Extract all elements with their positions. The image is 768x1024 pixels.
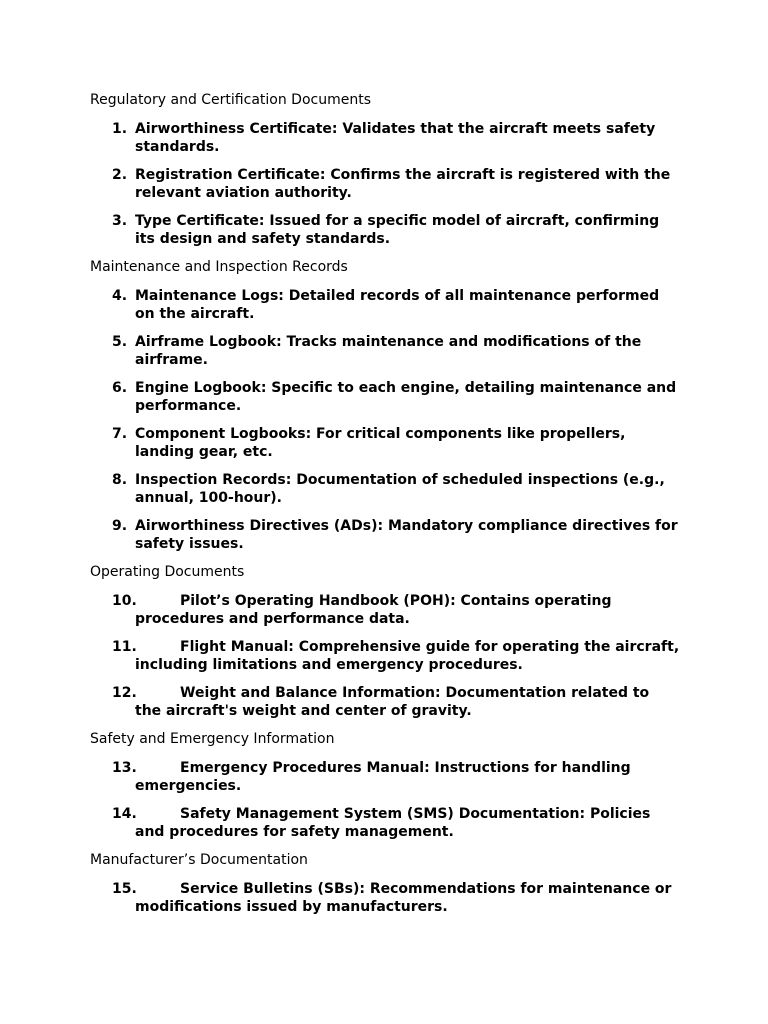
item-text: Flight Manual: Comprehensive guide for operating the aircraft, including limitations and emergency procedures. (135, 639, 680, 673)
item-text: Pilot’s Operating Handbook (POH): Contains operating procedures and performance data. (135, 593, 612, 627)
item-text: Emergency Procedures Manual: Instructions for handling emergencies. (135, 760, 631, 794)
section-heading: Manufacturer’s Documentation (90, 852, 308, 868)
section-safety (90, 730, 690, 841)
section-operating (90, 563, 690, 720)
list-item (90, 425, 680, 461)
item-text: Type Certificate: Issued for a specific model of aircraft, confirming its design and safety standards. (135, 213, 660, 247)
section-heading: Safety and Emergency Information (90, 731, 335, 747)
item-number: 5. (112, 334, 128, 350)
list-item (90, 638, 680, 674)
item-text: Engine Logbook: Specific to each engine, detailing maintenance and performance. (135, 380, 677, 414)
list-item (90, 333, 680, 369)
item-number: 15. (112, 881, 137, 897)
item-text: Registration Certificate: Confirms the aircraft is registered with the relevant aviation authority. (135, 167, 671, 201)
section-heading: Regulatory and Certification Documents (90, 92, 371, 108)
item-number: 6. (112, 380, 128, 396)
section-maintenance (90, 258, 690, 553)
list-item (90, 684, 680, 720)
section-heading: Maintenance and Inspection Records (90, 259, 348, 275)
list-item (90, 759, 680, 795)
list-item (90, 592, 680, 628)
item-text: Maintenance Logs: Detailed records of all maintenance performed on the aircraft. (135, 288, 660, 322)
list-item (90, 120, 680, 156)
item-number: 2. (112, 167, 128, 183)
item-number: 14. (112, 806, 137, 822)
item-text: Service Bulletins (SBs): Recommendations for maintenance or modifications issued by manufacturers. (135, 881, 672, 915)
list-item (90, 212, 680, 248)
list-item (90, 166, 680, 202)
item-number: 8. (112, 472, 128, 488)
section-manufacturer (90, 851, 690, 916)
item-text: Weight and Balance Information: Documentation related to the aircraft's weight and center of gravity. (135, 685, 650, 719)
list-item (90, 471, 680, 507)
item-number: 12. (112, 685, 137, 701)
item-text: Airworthiness Certificate: Validates that the aircraft meets safety standards. (135, 121, 656, 155)
item-text: Component Logbooks: For critical components like propellers, landing gear, etc. (135, 426, 626, 460)
item-text: Safety Management System (SMS) Documentation: Policies and procedures for safety management. (135, 806, 651, 840)
item-number: 11. (112, 639, 137, 655)
list-item (90, 805, 680, 841)
item-number: 10. (112, 593, 137, 609)
item-number: 4. (112, 288, 128, 304)
list-item (90, 880, 680, 916)
item-number: 1. (112, 121, 128, 137)
item-number: 13. (112, 760, 137, 776)
item-number: 9. (112, 518, 128, 534)
item-number: 7. (112, 426, 128, 442)
list-item (90, 379, 680, 415)
item-number: 3. (112, 213, 128, 229)
item-text: Airframe Logbook: Tracks maintenance and modifications of the airframe. (135, 334, 642, 368)
list-item (90, 287, 680, 323)
section-heading: Operating Documents (90, 564, 245, 580)
item-text: Inspection Records: Documentation of scheduled inspections (e.g., annual, 100-hour). (135, 472, 665, 506)
item-text: Airworthiness Directives (ADs): Mandatory compliance directives for safety issues. (135, 518, 678, 552)
section-regulatory (90, 91, 690, 248)
list-item (90, 517, 680, 553)
document-page (90, 91, 690, 926)
